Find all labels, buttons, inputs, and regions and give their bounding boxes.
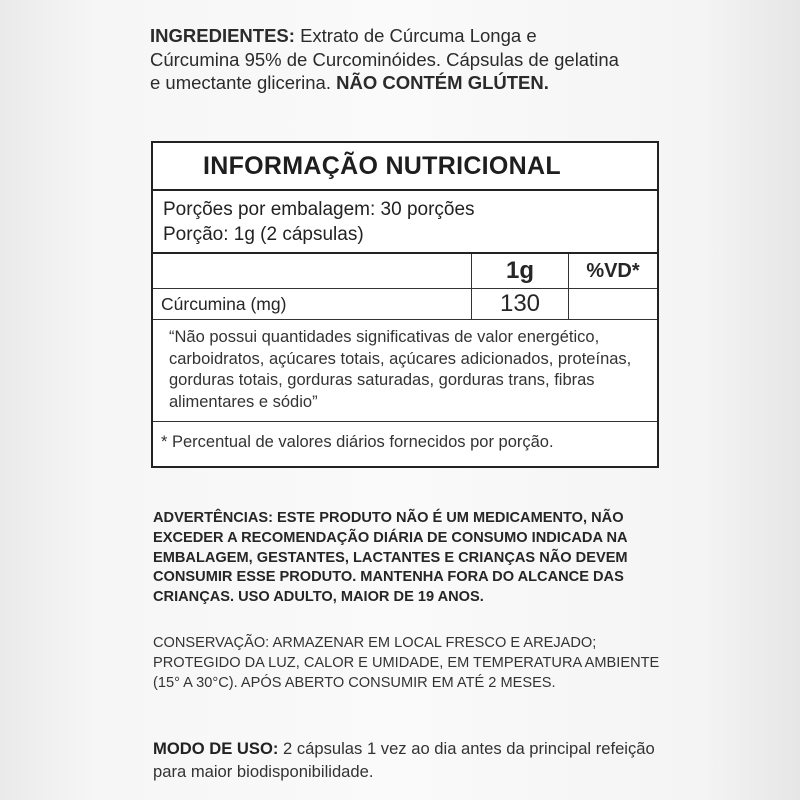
nutrition-portions [153,191,657,254]
serving-size: Porção: 1g (2 cápsulas) [163,224,364,245]
conservation-paragraph: CONSERVAÇÃO: ARMAZENAR EM LOCAL FRESCO E AREJADO; PROTEGIDO DA LUZ, CALOR E UMIDADE, EM TEMPERATURA AMBIENTE (15° A 30°C). APÓS ABERTO CONSUMIR EM ATÉ 2 MESES. [153,635,660,691]
nutrition-header-row [153,254,657,289]
header-dv-cell: %VD* [586,260,640,282]
nutrition-row-curcumina [153,289,657,320]
nutrition-table-title: INFORMAÇÃO NUTRICIONAL [153,143,657,191]
servings-per-package: Porções por embalagem: 30 porções [163,199,475,220]
header-name-cell [153,254,472,288]
ingredients-label: INGREDIENTES: [150,25,295,46]
usage-text: 2 cápsulas 1 vez ao dia antes da principal refeição para maior biodisponibilidade. [153,739,655,781]
nutrition-insignificant-note: “Não possui quantidades significativas de valor energético, carboidratos, açúcares totais, açúcares adicionados, proteínas, gorduras totais, gorduras saturadas, gorduras trans, fibras alimentares e sódio” [153,320,657,422]
ingredients-paragraph [150,24,620,95]
gluten-warning: NÃO CONTÉM GLÚTEN. [336,72,549,93]
nutrient-name-cell: Cúrcumina (mg) [153,289,472,319]
nutrition-facts-table [151,141,659,468]
nutrition-footnote: * Percentual de valores diários fornecidos por porção. [161,433,554,451]
usage-label: MODO DE USO: [153,739,279,758]
header-amount-cell: 1g [472,254,569,288]
ingredients-text: Extrato de Cúrcuma Longa e Cúrcumina 95% de Curcominóides. Cápsulas de gelatina e umectante glicerina. [150,25,619,93]
nutrient-amount-cell: 130 [472,289,569,319]
nutrient-dv-cell [569,289,657,319]
usage-paragraph [153,737,673,783]
warnings-paragraph: ADVERTÊNCIAS: ESTE PRODUTO NÃO É UM MEDICAMENTO, NÃO EXCEDER A RECOMENDAÇÃO DIÁRIA DE CONSUMO INDICADA NA EMBALAGEM, GESTANTES, LACTANTES E CRIANÇAS NÃO DEVEM CONSUMIR ESSE PRODUTO. MANTENHA FORA DO ALCANCE DAS CRIANÇAS. USO ADULTO, MAIOR DE 19 ANOS. [153,510,628,606]
